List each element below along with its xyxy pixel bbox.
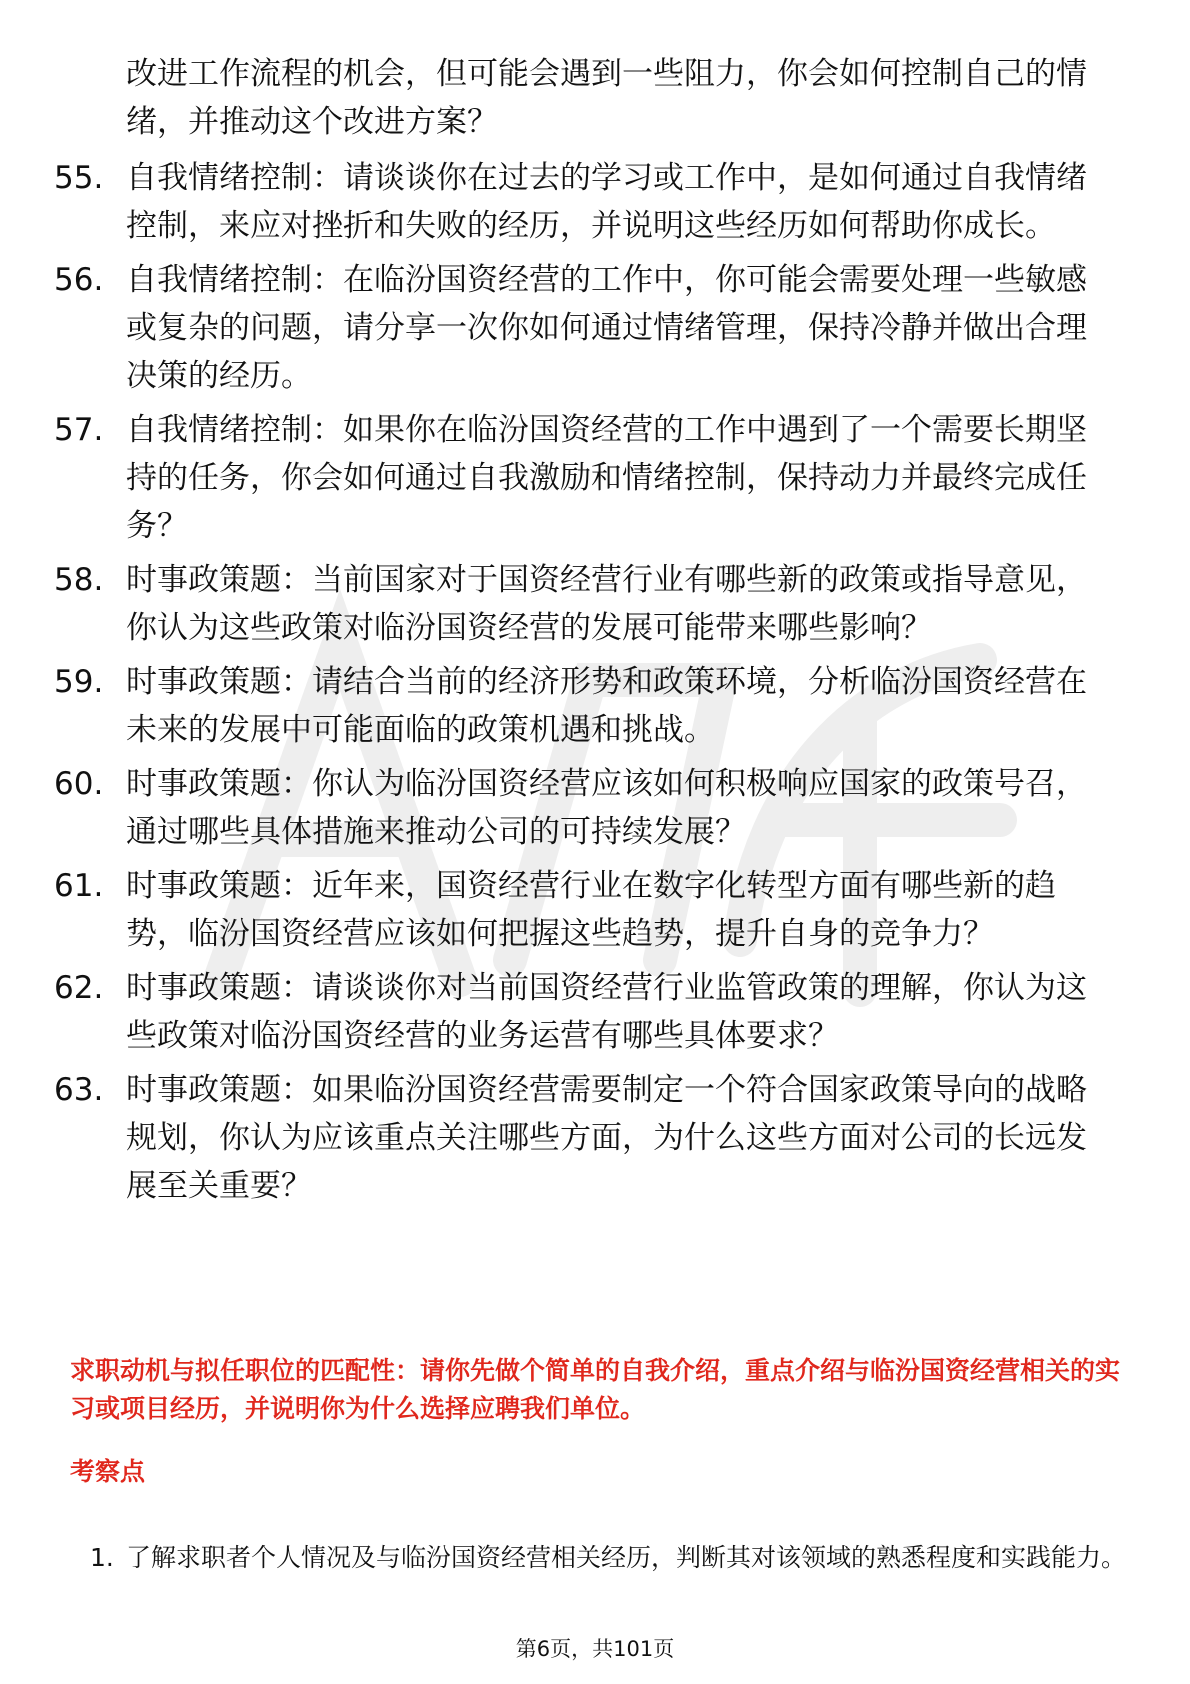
question-text: 时事政策题：如果临汾国资经营需要制定一个符合国家政策导向的战略规划，你认为应该重点关注哪些方面，为什么这些方面对公司的长远发展至关重要？	[126, 1072, 1087, 1204]
motive-question: 求职动机与拟任职位的匹配性：请你先做个简单的自我介绍，重点介绍与临汾国资经营相关的实习或项目经历，并说明你为什么选择应聘我们单位。	[70, 1356, 1121, 1423]
point-number: 1.	[90, 1543, 114, 1572]
question-number: 60.	[54, 766, 104, 802]
question-item	[54, 964, 1116, 1060]
question-text: 时事政策题：当前国家对于国资经营行业有哪些新的政策或指导意见，你认为这些政策对临汾国资经营的发展可能带来哪些影响？	[126, 562, 1087, 646]
question-item	[54, 1066, 1116, 1210]
question-item	[54, 256, 1116, 400]
question-list	[54, 154, 1134, 1216]
question-text: 时事政策题：请谈谈你对当前国资经营行业监管政策的理解，你认为这些政策对临汾国资经营的业务运营有哪些具体要求？	[126, 970, 1087, 1054]
question-number: 63.	[54, 1072, 104, 1108]
assessment-point	[70, 1526, 1126, 1590]
question-number: 57.	[54, 412, 104, 448]
question-item	[54, 556, 1116, 652]
question-number: 62.	[54, 970, 104, 1006]
question-item	[54, 862, 1116, 958]
question-number: 55.	[54, 160, 104, 196]
question-number: 59.	[54, 664, 104, 700]
question-text: 时事政策题：近年来，国资经营行业在数字化转型方面有哪些新的趋势，临汾国资经营应该如何把握这些趋势，提升自身的竞争力？	[126, 868, 1056, 952]
question-item	[54, 406, 1116, 550]
question-number: 61.	[54, 868, 104, 904]
question-text: 自我情绪控制：如果你在临汾国资经营的工作中遇到了一个需要长期坚持的任务，你会如何通过自我激励和情绪控制，保持动力并最终完成任务？	[126, 412, 1087, 544]
question-number: 58.	[54, 562, 104, 598]
question-number: 56.	[54, 262, 104, 298]
question-item	[54, 760, 1116, 856]
question-text: 自我情绪控制：请谈谈你在过去的学习或工作中，是如何通过自我情绪控制，来应对挫折和失败的经历，并说明这些经历如何帮助你成长。	[126, 160, 1087, 244]
question-text: 自我情绪控制：在临汾国资经营的工作中，你可能会需要处理一些敏感或复杂的问题，请分享一次你如何通过情绪管理，保持冷静并做出合理决策的经历。	[126, 262, 1087, 394]
question-text: 时事政策题：请结合当前的经济形势和政策环境，分析临汾国资经营在未来的发展中可能面临的政策机遇和挑战。	[126, 664, 1087, 748]
question-text: 时事政策题：你认为临汾国资经营应该如何积极响应国家的政策号召，通过哪些具体措施来推动公司的可持续发展？	[126, 766, 1087, 850]
assessment-points-list	[70, 1526, 1130, 1590]
page-footer: 第6页，共101页	[515, 1637, 675, 1661]
question-item	[54, 154, 1116, 250]
point-text: 了解求职者个人情况及与临汾国资经营相关经历，判断其对该领域的熟悉程度和实践能力。	[126, 1543, 1127, 1572]
question-item	[54, 658, 1116, 754]
section-title: 考察点	[70, 1457, 146, 1486]
continued-question-text: 改进工作流程的机会，但可能会遇到一些阻力，你会如何控制自己的情绪，并推动这个改进方案？	[126, 56, 1087, 140]
